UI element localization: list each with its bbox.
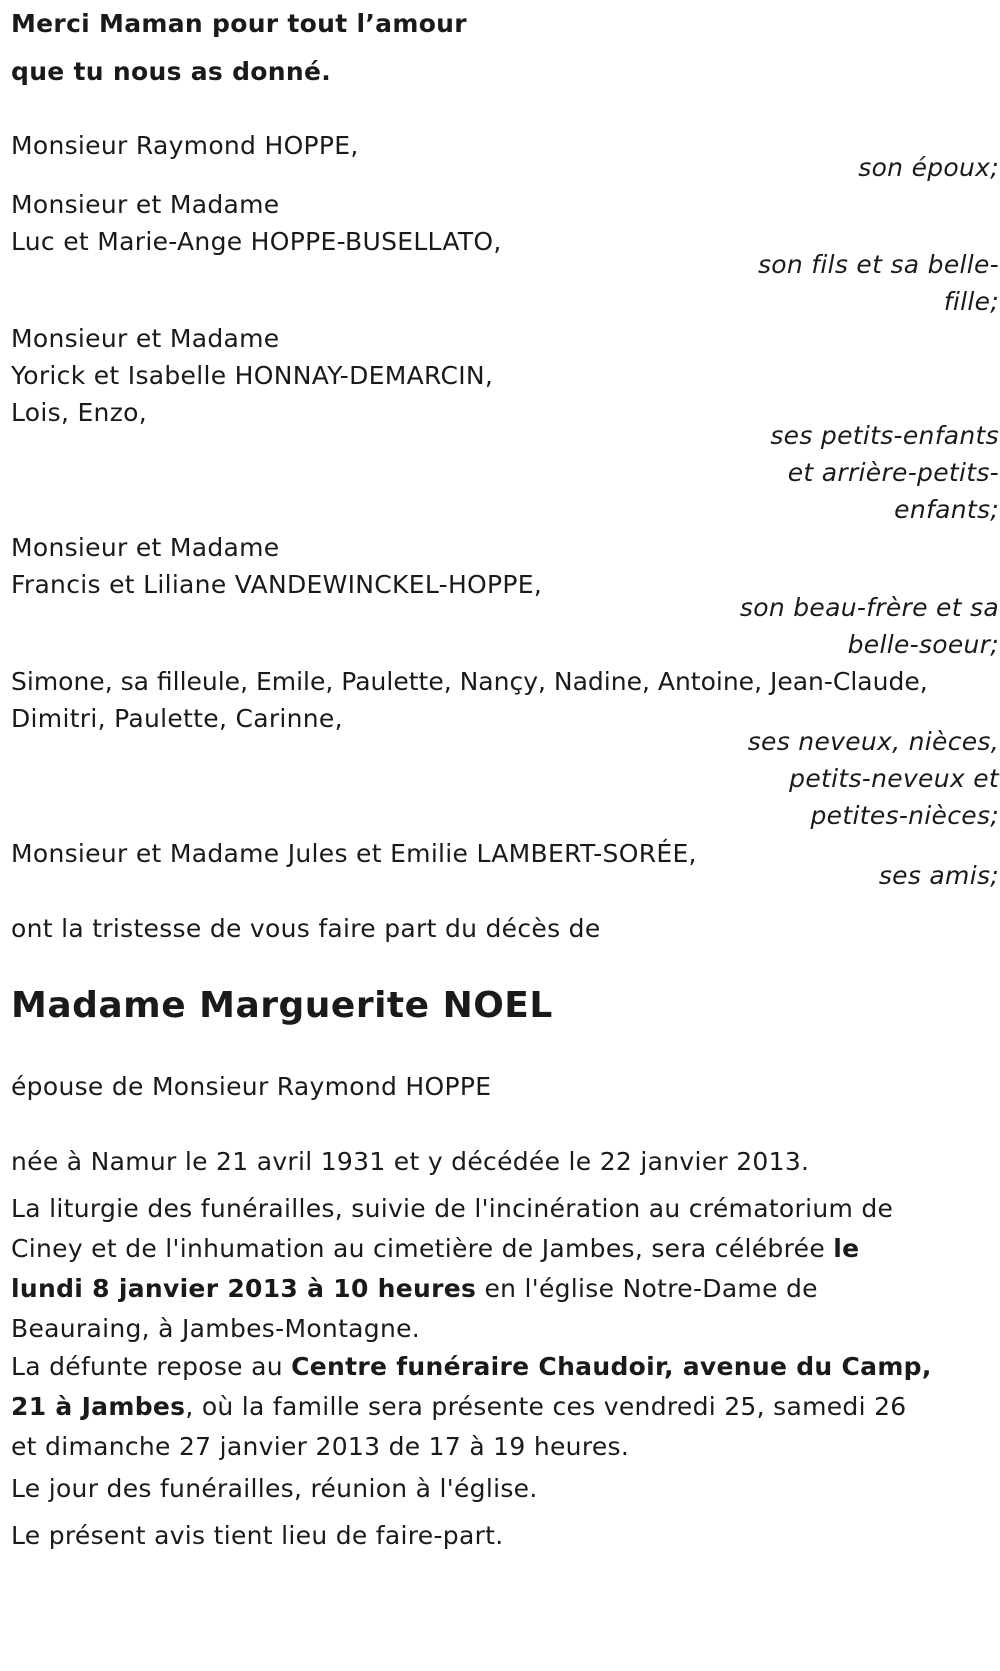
repose-text: , où la famille sera présente ces vendredi 25, samedi 26 et dimanche 27 janvier 2013 de 17 à 19 heures. — [11, 1392, 907, 1461]
gathering-wrap — [11, 1469, 999, 1509]
family-relation: son fils et sa belle- — [757, 250, 999, 279]
family-name-line: Monsieur et Madame Jules et Emilie LAMBERT-SORÉE, — [11, 839, 697, 868]
deceased-name: Madame Marguerite NOEL — [11, 985, 553, 1026]
family-name-line: Simone, sa filleule, Emile, Paulette, Nançy, Nadine, Antoine, Jean-Claude, — [11, 667, 928, 696]
family-name-line: Monsieur et Madame — [11, 324, 280, 353]
family-entry — [11, 834, 999, 874]
deceased-spouse: épouse de Monsieur Raymond HOPPE — [11, 1072, 492, 1101]
funeral-date: le lundi 8 janvier 2013 à 10 heures — [11, 1234, 860, 1303]
notice-note: Le présent avis tient lieu de faire-part. — [11, 1521, 504, 1550]
family-relation: ses amis; — [878, 861, 999, 890]
deceased-born-died: née à Namur le 21 avril 1931 et y décédée le 22 janvier 2013. — [11, 1147, 810, 1176]
family-relation: son beau-frère et sa — [739, 593, 999, 622]
family-relation: petits-neveux et — [789, 764, 999, 793]
spouse-wrap — [11, 1067, 999, 1107]
family-relation: fille; — [943, 287, 999, 316]
notice-wrap — [11, 1516, 999, 1556]
family-name-line: Monsieur et Madame — [11, 190, 280, 219]
family-name-line: Monsieur Raymond HOPPE, — [11, 131, 359, 160]
dedication-line-1: Merci Maman pour tout l’amour — [11, 9, 467, 38]
family-relation: ses neveux, nièces, — [747, 727, 999, 756]
announcement: ont la tristesse de vous faire part du décès de — [11, 914, 601, 943]
family-relation: et arrière-petits- — [787, 458, 999, 487]
family-relation: ses petits-enfants — [770, 421, 999, 450]
dedication-line-2: que tu nous as donné. — [11, 57, 332, 86]
family-relation: son époux; — [858, 153, 999, 182]
funeral-text: en l'église Notre-Dame de Beauraing, à Jambes-Montagne. — [11, 1274, 818, 1343]
announcement-wrap — [11, 909, 999, 949]
family-name-line: Monsieur et Madame — [11, 533, 280, 562]
family-relation: petites-nièces; — [810, 801, 999, 830]
family-name-line: Lois, Enzo, — [11, 398, 147, 427]
family-name-line: Francis et Liliane VANDEWINCKEL-HOPPE, — [11, 570, 543, 599]
dedication-line-2-wrap — [11, 52, 999, 92]
repose-text: La défunte repose au — [11, 1352, 292, 1381]
repose-location: Centre funéraire Chaudoir, avenue du Camp, 21 à Jambes — [11, 1352, 932, 1421]
funeral-text: La liturgie des funérailles, suivie de l'incinération au crématorium de Ciney et de l'inhumation au cimetière de Jambes, sera célébrée — [11, 1194, 894, 1263]
gathering-note: Le jour des funérailles, réunion à l'église. — [11, 1474, 538, 1503]
funeral-paragraph — [11, 1189, 936, 1349]
deceased-name-wrap — [11, 981, 999, 1031]
born-died-wrap — [11, 1142, 999, 1182]
family-name-line: Luc et Marie-Ange HOPPE-BUSELLATO, — [11, 227, 502, 256]
family-name-line: Dimitri, Paulette, Carinne, — [11, 704, 343, 733]
family-relation: belle-soeur; — [847, 630, 999, 659]
family-entry — [11, 126, 999, 166]
repose-paragraph — [11, 1347, 936, 1467]
family-name-line: Yorick et Isabelle HONNAY-DEMARCIN, — [11, 361, 494, 390]
dedication — [11, 4, 999, 44]
family-relation: enfants; — [894, 495, 999, 524]
